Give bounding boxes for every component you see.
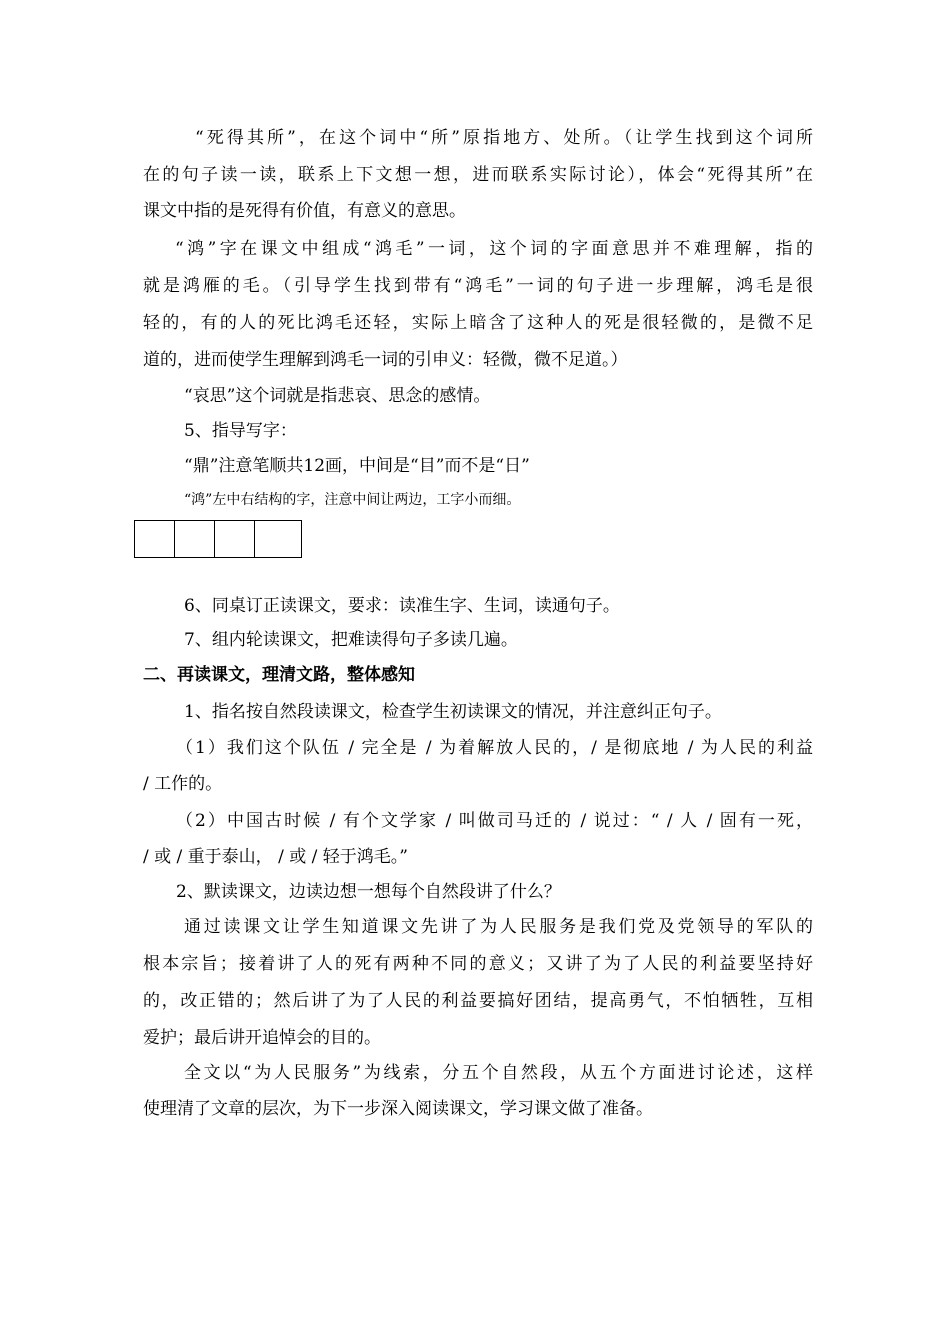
paragraph-line: “哀思”这个词就是指悲哀、思念的感情。 bbox=[184, 386, 491, 406]
grid-cell bbox=[175, 521, 215, 557]
paragraph-line: “死得其所”，在这个词中“所”原指地方、处所。（让学生找到这个词所 bbox=[195, 128, 813, 148]
grid-cell bbox=[215, 521, 255, 557]
paragraph-line: 就是鸿雁的毛。（引导学生找到带有“鸿毛”一词的句子进一步理解，鸿毛是很 bbox=[143, 276, 813, 296]
paragraph-line: “鸿”左中右结构的字，注意中间让两边，工字小而细。 bbox=[184, 492, 521, 508]
list-item: 7、组内轮读课文，把难读得句子多读几遍。 bbox=[184, 630, 518, 650]
paragraph-line: 课文中指的是死得有价值，有意义的意思。 bbox=[143, 201, 466, 221]
paragraph-line: 爱护；最后讲开追悼会的目的。 bbox=[143, 1028, 381, 1048]
paragraph-line: 的，改正错的；然后讲了为了人民的利益要搞好团结，提高勇气，不怕牺牲，互相 bbox=[143, 991, 813, 1011]
paragraph-line: 根本宗旨；接着讲了人的死有两种不同的意义；又讲了为了人民的利益要坚持好 bbox=[143, 954, 813, 974]
list-item: 2、默读课文，边读边想一想每个自然段讲了什么？ bbox=[176, 882, 561, 902]
list-item: 1、指名按自然段读课文，检查学生初读课文的情况，并注意纠正句子。 bbox=[184, 702, 722, 722]
paragraph-line: 在的句子读一读，联系上下文想一想，进而联系实际讨论），体会“死得其所”在 bbox=[143, 165, 813, 185]
paragraph-line: “鼎”注意笔顺共12画，中间是“目”而不是“日” bbox=[184, 456, 530, 476]
grid-cell bbox=[135, 521, 175, 557]
section-heading: 二、再读课文，理清文路，整体感知 bbox=[143, 665, 415, 685]
paragraph-line: 道的，进而使学生理解到鸿毛一词的引申义：轻微，微不足道。） bbox=[143, 350, 628, 370]
paragraph-line: 通过读课文让学生知道课文先讲了为人民服务是我们党及党领导的军队的 bbox=[184, 917, 813, 937]
list-item: 5、指导写字： bbox=[184, 421, 297, 441]
grid-cell bbox=[255, 521, 302, 557]
paragraph-line: / 或 / 重于泰山， / 或 / 轻于鸿毛。” bbox=[143, 847, 408, 867]
paragraph-line: 轻的，有的人的死比鸿毛还轻，实际上暗含了这种人的死是很轻微的，是微不足 bbox=[143, 313, 813, 333]
paragraph-line: / 工作的。 bbox=[143, 774, 223, 794]
paragraph-line: 使理清了文章的层次，为下一步深入阅读课文，学习课文做了准备。 bbox=[143, 1099, 653, 1119]
paragraph-line: （2）中国古时候 / 有个文学家 / 叫做司马迁的 / 说过：“ / 人 / 固有一死， bbox=[176, 811, 813, 831]
paragraph-line: “鸿”字在课文中组成“鸿毛”一词，这个词的字面意思并不难理解，指的 bbox=[175, 239, 813, 259]
list-item: 6、同桌订正读课文，要求：读准生字、生词，读通句子。 bbox=[184, 596, 620, 616]
paragraph-line: 全文以“为人民服务”为线索，分五个自然段，从五个方面进讨论述，这样 bbox=[184, 1063, 813, 1083]
writing-practice-grid bbox=[134, 520, 302, 558]
paragraph-line: （1）我们这个队伍 / 完全是 / 为着解放人民的，/ 是彻底地 / 为人民的利益 bbox=[176, 738, 813, 758]
